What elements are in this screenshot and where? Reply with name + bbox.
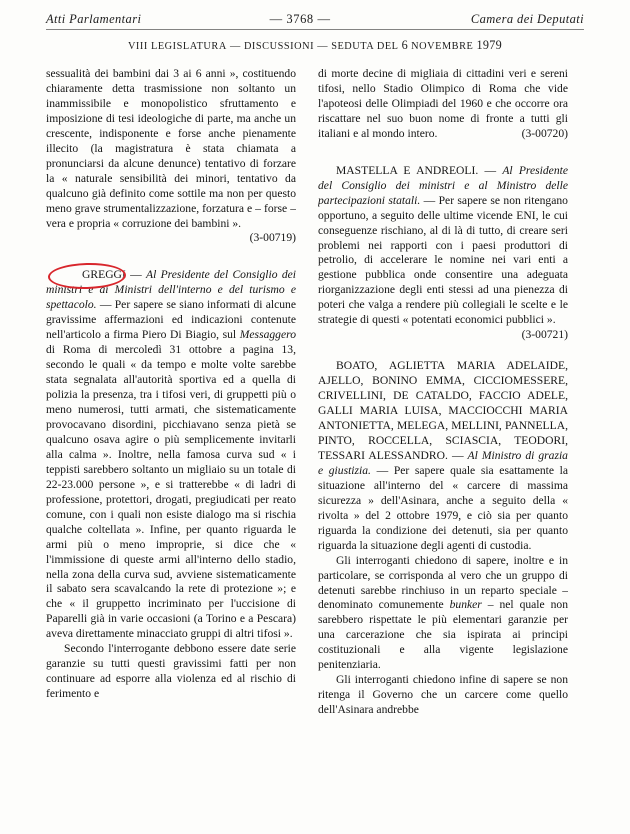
body-boato-part3-paragraph: Gli interroganti chiedono infine di sapere se non ritenga il Governo che un carcere come quello dell'Asinara andrebbe <box>318 673 568 717</box>
act-number-3-00721: (3-00721) <box>521 328 568 342</box>
dash-2: — <box>99 298 112 312</box>
session-legislature: VIII LEGISLATURA <box>127 41 227 52</box>
column-left <box>46 67 296 819</box>
body-boato-part2-b: – nel quale non sarebbero rispettate le più elementari garanzie per una carcerazione che sia ispirata ai principi costituzionali e alla vigente legislazione penitenziaria. <box>318 598 568 672</box>
body-greggi-part2: di Roma di mercoledì 31 ottobre a pagina 13, secondo le quali « da tempo e molte volte sarebbe stata segnalata all'autorità sportiva ed a quella di polizia la presenza, tra i tifosi veri, di gruppetti più o meno numerosi, tutti armati, che sistematicamente provocavano disordini, picchiavano senza pietà se qualcuno osava agire o più semplicemente invitarli alla calma ». Inoltre, nella famosa curva sud « i teppisti sarebbero soltanto un migliaio su un totale di 22-23.000 persone », e si tratterebbe « di ladri di professione, protettori, drogati, pregiudicati per reato comune, con i quali non esiste dialogo ma si rischia qualche coltellata ». Infine, per quanto riguarda le armi più o meno improprie, si dice che « l'immissione di queste armi all'interno dello stadio, nella zona della curva sud, avviene sistematicamente il sabato sera scavalcando la rete di protezione »; e che « il gruppetto incriminato per l'uccisione di Paparelli già in varie occasioni (a Torino e a Pescara) aveva direttamente minacciato gruppi di altri tifosi ». <box>46 343 296 641</box>
interpellation-greggi <box>46 268 296 642</box>
session-day: 6 <box>401 38 409 52</box>
session-separator-1: — <box>229 41 241 52</box>
running-head <box>46 0 584 27</box>
signer-greggi: GREGGI <box>82 268 126 282</box>
signer-greggi-wrap <box>64 268 126 283</box>
body-greggi-part3-paragraph: Secondo l'interrogante debbono essere date serie garanzie su tutti questi gravissimi fatti per non continuare ad esporre alla violenza ed al rischio di ferimento e <box>46 642 296 701</box>
act-number-3-00720: (3-00720) <box>521 126 568 140</box>
interpellation-boato <box>318 359 568 553</box>
body-columns <box>46 67 584 819</box>
session-line <box>46 38 584 53</box>
spacer <box>318 343 568 359</box>
body-boato-part2-a: Gli interroganti chiedono di sapere, inoltre e in particolare, se corrisponda al vero che un gruppo di detenuti sarebbe rinchiuso in un reparto speciale – denominato comunemente <box>318 553 568 612</box>
spacer <box>46 246 296 268</box>
header-rule <box>46 29 584 30</box>
newspaper-name-messaggero: Messaggero <box>239 328 296 342</box>
body-mastella: Per sapere se non ritengano opportuno, a seguito delle ultime vicende ENI, le cui conseguenze rischiano, al di là di tutto, di creare seri problemi nei rapporti con i paesi produttori di petrolio, di accelerare le nomine nei vari enti a gestione pubblica onde consentire una adeguata riorganizzazione degli enti stessi ad una pienezza di poteri che valga a rendere più collegiali le scelte e le strategie di questi « potentati economici pubblici ». <box>318 193 568 327</box>
session-separator-2: — <box>317 41 329 52</box>
body-greggi-part1: Per sapere se siano informati di alcune gravissime affermazioni ed indicazioni contenute nell'articolo a firma Piero Di Biagio, sul <box>46 298 296 342</box>
running-head-right: Camera dei Deputati <box>470 12 584 26</box>
spacer <box>318 142 568 164</box>
dash-1: — <box>451 448 464 462</box>
addressee-boato: Al Ministro di grazia e giustizia. <box>318 448 568 477</box>
session-month: NOVEMBRE <box>411 41 474 52</box>
session-type: DISCUSSIONI <box>243 41 315 52</box>
body-boato-part1: Per sapere quale sia esattamente la situazione all'interno del « carcere di massima sicurezza » dell'Asinara, anche a seguito della « rivolta » del 2 ottobre 1979, e ciò sia per quanto riguarda la condizione dei detenuti, sia per quanto riguarda la situazione degli agenti di custodia. <box>318 463 568 552</box>
interpellation-mastella <box>318 164 568 343</box>
body-boato-part2-paragraph <box>318 554 568 674</box>
session-sitting: SEDUTA DEL <box>331 41 399 52</box>
running-head-left: Atti Parlamentari <box>46 12 142 26</box>
signers-mastella-andreoli: MASTELLA E ANDREOLI. <box>336 163 479 177</box>
term-bunker: bunker <box>449 598 482 612</box>
addressee-mastella: Al Presidente del Consiglio dei ministri e al Ministro delle partecipazioni statali. <box>318 163 568 207</box>
column-right <box>318 67 568 819</box>
session-year: 1979 <box>476 38 503 52</box>
paragraph-continuation-right-text: di morte decine di migliaia di cittadini veri e sereni tifosi, nello Stadio Olimpico di Roma che vide l'apoteosi delle Olimpiadi del 1960 e che occorre ora riscattare nel suo buon nome di fronte a tutti gli italiani e al mondo intero. <box>318 67 568 140</box>
dash-1: — <box>484 163 497 177</box>
addressee-greggi: Al Presidente del Consiglio dei ministri e ai Ministri dell'interno e del turismo e spettacolo. <box>46 268 296 312</box>
dash-1: — <box>130 268 142 282</box>
act-number-3-00719: (3-00719) <box>249 231 296 245</box>
dash-2: — <box>376 463 389 477</box>
paragraph-continuation-left-text: sessualità dei bambini dai 3 ai 6 anni », costituendo chiaramente detta trasmissione non soltanto un inammissibile e monopolistico sfruttamento e imposizione di tesi ideologiche di parte, ma anche un crescente, indisponente e forse anche pienamente illecito (la magistratura è stata chiamata a pronunciarsi da alcune denunce) tentativo di forzare la « naturale sensibilità dei minori, tentativo da qualcuno già definito come sottile ma non per questo meno grave strumentalizzazione, forzatura e – forse – vera e propria « corruzione dei bambini ». <box>46 67 296 230</box>
signers-boato-group: BOATO, AGLIETTA MARIA ADELAIDE, AJELLO, BONINO EMMA, CICCIOMESSERE, CRIVELLINI, DE CATALDO, FACCIO ADELE, GALLI MARIA LUISA, MACCIOCCHI MARIA ANTONIETTA, MELEGA, MELLINI, PANNELLA, PINTO, ROCCELLA, SCIASCIA, TEODORI, TESSARI ALESSANDRO. <box>318 359 568 462</box>
paragraph-continuation-right <box>318 67 568 142</box>
dash-2: — <box>423 193 436 207</box>
page-number: — 3768 — <box>269 12 331 26</box>
paragraph-continuation-left <box>46 67 296 246</box>
